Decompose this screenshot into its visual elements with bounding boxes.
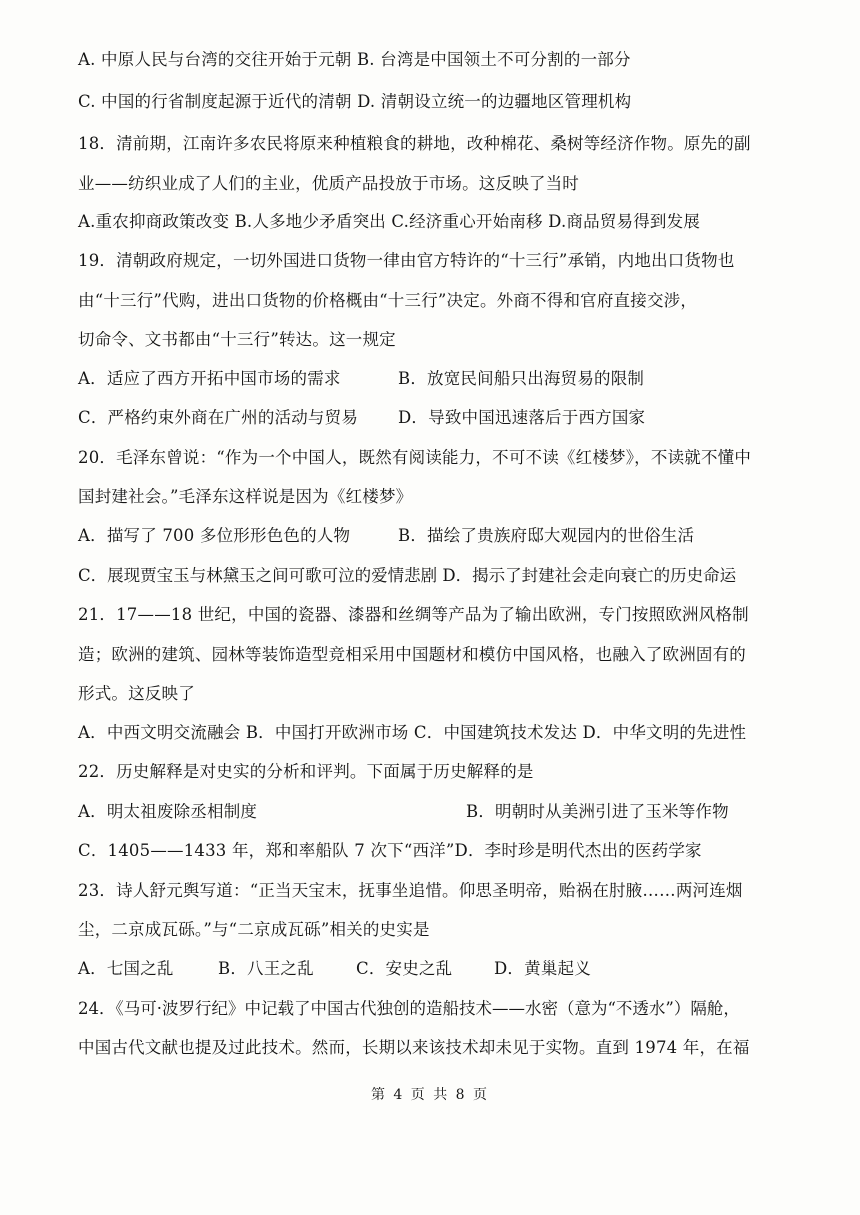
q23-stem-line1: 23．诗人舒元舆写道：“正当天宝末，抚事坐追惜。仰思圣明帝，贻祸在肘腋……两河连烟 bbox=[78, 881, 743, 900]
q19-stem-line2: 由“十三行”代购，进出口货物的价格概由“十三行”决定。外商不得和官府直接交涉， bbox=[78, 291, 698, 310]
q22-option-b: B．明朝时从美洲引进了玉米等作物 bbox=[466, 802, 729, 821]
q19-options-cd bbox=[78, 406, 790, 430]
q20-stem-line1: 20．毛泽东曾说：“作为一个中国人，既然有阅读能力，不可不读《红楼梦》，不读就不懂中 bbox=[78, 448, 752, 467]
q20-option-b: B．描绘了贵族府邸大观园内的世俗生活 bbox=[398, 526, 695, 545]
q22-options-cd: C．1405——1433 年，郑和率船队 7 次下“西洋”D．李时珍是明代杰出的医药学家 bbox=[78, 841, 702, 860]
q19-option-d: D．导致中国迅速落后于西方国家 bbox=[398, 408, 646, 427]
q20-options-cd: C．展现贾宝玉与林黛玉之间可歌可泣的爱情悲剧 D．揭示了封建社会走向衰亡的历史命运 bbox=[78, 566, 737, 585]
q19-options-ab bbox=[78, 367, 790, 391]
page-footer: 第 4 页 共 8 页 bbox=[370, 1087, 490, 1103]
q17-options-ab: A. 中原人民与台湾的交往开始于元朝 B. 台湾是中国领土不可分割的一部分 bbox=[78, 50, 631, 69]
q18-stem-line2: 业——纺织业成了人们的主业，优质产品投放于市场。这反映了当时 bbox=[78, 174, 579, 193]
q19-option-a: A．适应了西方开拓中国市场的需求 bbox=[78, 369, 341, 388]
q20-stem-line2: 国封建社会。”毛泽东这样说是因为《红楼梦》 bbox=[78, 487, 413, 506]
q23-option-c: C．安史之乱 bbox=[356, 959, 453, 978]
q22-option-a: A．明太祖废除丞相制度 bbox=[78, 802, 258, 821]
q18-stem-line1: 18．清前期，江南许多农民将原来种植粮食的耕地，改种棉花、桑树等经济作物。原先的副 bbox=[78, 134, 751, 153]
q23-stem-line2: 尘，二京成瓦砾。”与“二京成瓦砾”相关的史实是 bbox=[78, 920, 430, 939]
q23-options bbox=[78, 957, 790, 981]
q19-stem-line1: 19．清朝政府规定，一切外国进口货物一律由官方特许的“十三行”承销，内地出口货物也 bbox=[78, 251, 735, 270]
q21-stem-line3: 形式。这反映了 bbox=[78, 684, 195, 703]
q23-option-a: A．七国之乱 bbox=[78, 959, 174, 978]
q21-options: A．中西文明交流融会 B．中国打开欧洲市场 C．中国建筑技术发达 D．中华文明的先进性 bbox=[78, 723, 747, 742]
q19-option-b: B．放宽民间船只出海贸易的限制 bbox=[398, 369, 645, 388]
q22-stem: 22．历史解释是对史实的分析和评判。下面属于历史解释的是 bbox=[78, 762, 534, 781]
q19-option-c: C．严格约束外商在广州的活动与贸易 bbox=[78, 408, 359, 427]
q23-option-b: B．八王之乱 bbox=[218, 959, 314, 978]
q21-stem-line1: 21．17——18 世纪，中国的瓷器、漆器和丝绸等产品为了输出欧洲，专门按照欧洲风格制 bbox=[78, 605, 749, 624]
q23-option-d: D．黄巢起义 bbox=[494, 959, 591, 978]
q22-options-ab bbox=[78, 800, 790, 824]
q18-options: A.重农抑商政策改变 B.人多地少矛盾突出 C.经济重心开始南移 D.商品贸易得到发展 bbox=[78, 212, 701, 231]
q19-stem-line3: 切命令、文书都由“十三行”转达。这一规定 bbox=[78, 330, 396, 349]
q20-option-a: A．描写了 700 多位形形色色的人物 bbox=[78, 526, 351, 545]
q24-stem-line2: 中国古代文献也提及过此技术。然而，长期以来该技术却未见于实物。直到 1974 年，在福 bbox=[78, 1038, 750, 1057]
q24-stem-line1: 24．《马可·波罗行纪》中记载了中国古代独创的造船技术——水密（意为“不透水”）隔舱， bbox=[78, 999, 740, 1018]
q20-options-ab bbox=[78, 524, 790, 548]
q21-stem-line2: 造；欧洲的建筑、园林等装饰造型竞相采用中国题材和模仿中国风格，也融入了欧洲固有的 bbox=[78, 645, 746, 664]
q17-options-cd: C. 中国的行省制度起源于近代的清朝 D. 清朝设立统一的边疆地区管理机构 bbox=[78, 92, 632, 111]
